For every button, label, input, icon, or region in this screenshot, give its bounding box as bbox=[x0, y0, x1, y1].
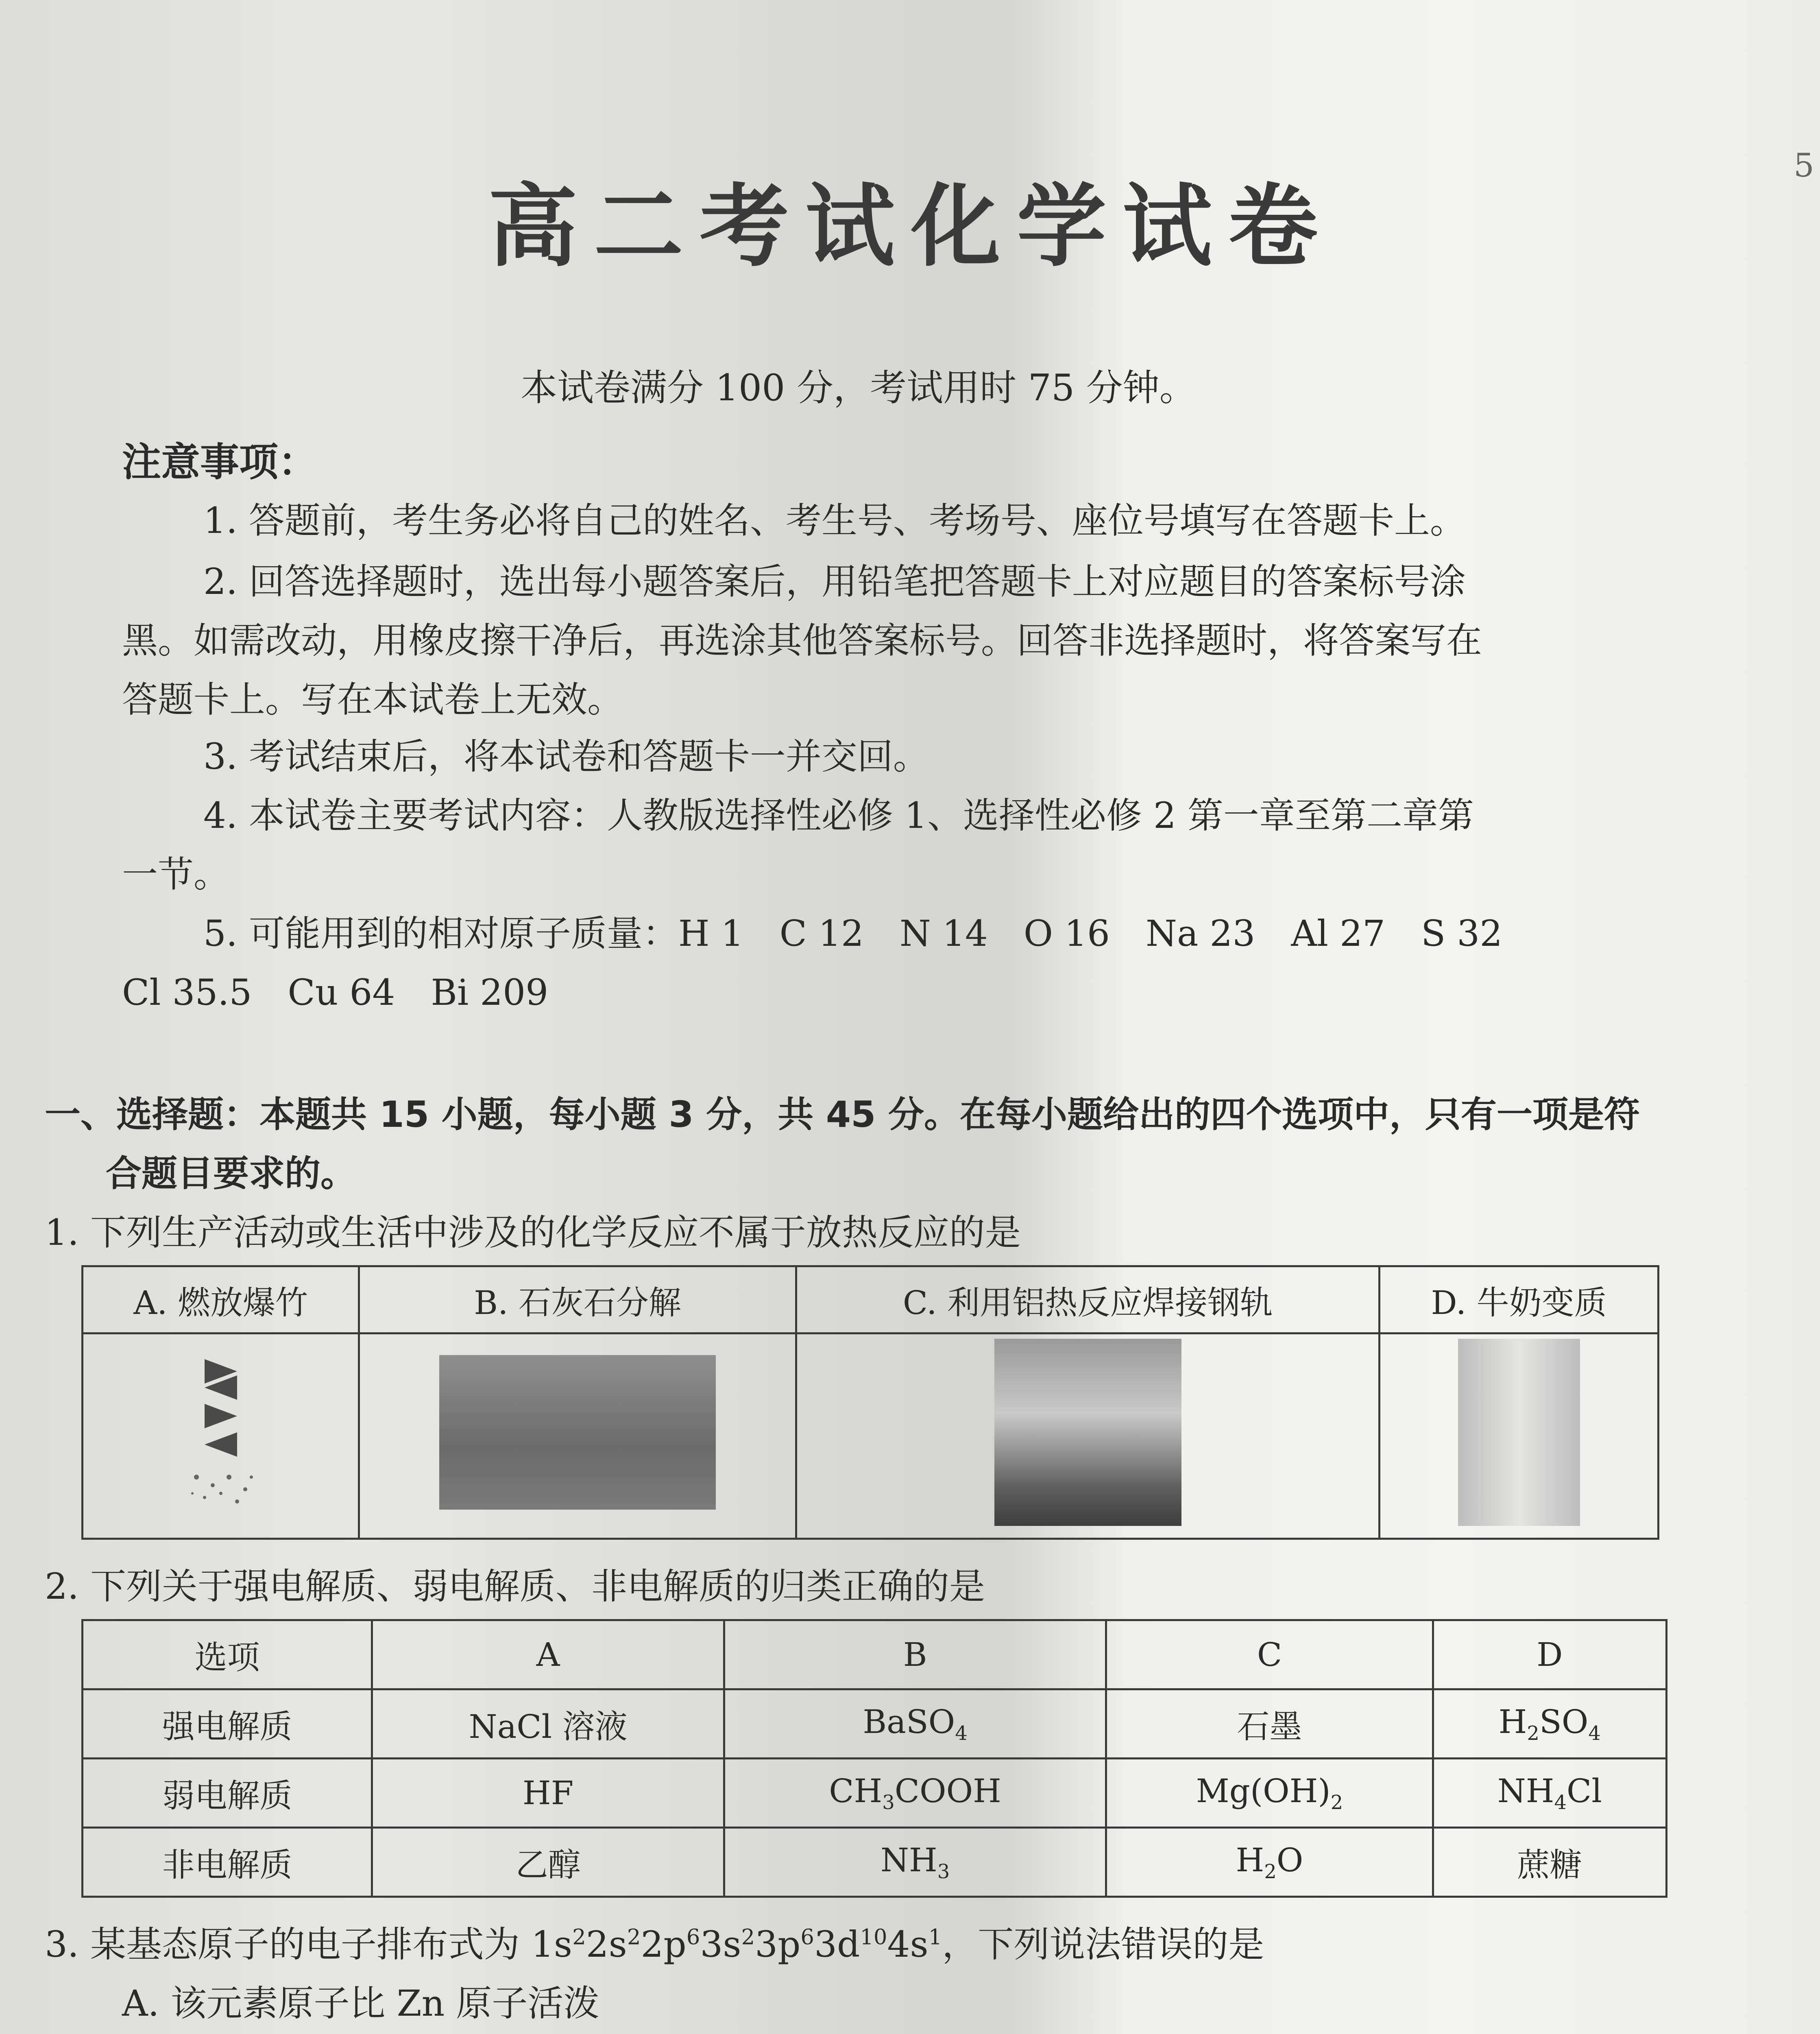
q2-header-a: A bbox=[372, 1620, 724, 1689]
question-2-stem: 2. 下列关于强电解质、弱电解质、非电解质的归类正确的是 bbox=[45, 1565, 985, 1607]
q2-weak-b: $CH_3COOH$ bbox=[724, 1759, 1106, 1828]
milk-image-cell bbox=[1380, 1333, 1659, 1539]
q1-option-d: D. 牛奶变质 bbox=[1380, 1266, 1659, 1333]
note-line-1: 1. 答题前，考生务必将自己的姓名、考生号、考场号、座位号填写在答题卡上。 bbox=[203, 500, 1466, 541]
corner-mark: 5 bbox=[1794, 146, 1814, 184]
q1-option-b: B. 石灰石分解 bbox=[359, 1266, 796, 1333]
q2-non-b: $NH_3$ bbox=[724, 1828, 1106, 1897]
q2-weak-c: $Mg(OH)_2$ bbox=[1106, 1759, 1433, 1828]
q2-non-a: 乙醇 bbox=[372, 1828, 724, 1897]
notes-heading: 注意事项： bbox=[122, 439, 317, 485]
lime-kiln-image bbox=[439, 1355, 716, 1510]
note-line-6: 4. 本试卷主要考试内容：人教版选择性必修 1、选择性必修 2 第一章至第二章第 bbox=[203, 794, 1474, 836]
note-line-4: 答题卡上。写在本试卷上无效。 bbox=[122, 679, 623, 720]
exam-intro: 本试卷满分 100 分，考试用时 75 分钟。 bbox=[521, 367, 1196, 409]
q3-option-a: A. 该元素原子比 Zn 原子活泼 bbox=[122, 1982, 599, 2024]
question-1-stem: 1. 下列生产活动或生活中涉及的化学反应不属于放热反应的是 bbox=[45, 1211, 1021, 1253]
q2-strong-c: 石墨 bbox=[1106, 1689, 1433, 1759]
lime-kiln-image-cell bbox=[359, 1333, 796, 1539]
q2-strong-d: $H_2SO_4$ bbox=[1433, 1689, 1666, 1759]
q2-strong-label: 强电解质 bbox=[83, 1689, 372, 1759]
firecracker-image-cell bbox=[83, 1333, 359, 1539]
electron-configuration: $1s^22s^22p^63s^23p^63d^{10}4s^1$ bbox=[531, 1923, 942, 1965]
q1-option-c: C. 利用铝热反应焊接钢轨 bbox=[796, 1266, 1379, 1333]
note-line-9: Cl 35.5 Cu 64 Bi 209 bbox=[122, 971, 549, 1013]
question-2-table bbox=[81, 1619, 1667, 1898]
firecracker-image bbox=[180, 1355, 262, 1510]
q2-header-d: D bbox=[1433, 1620, 1666, 1689]
note-line-8: 5. 可能用到的相对原子质量：H 1 C 12 N 14 O 16 Na 23 Al 27 S 32 bbox=[203, 912, 1503, 954]
note-line-7: 一节。 bbox=[122, 853, 230, 895]
q2-non-d: 蔗糖 bbox=[1433, 1828, 1666, 1897]
note-line-2: 2. 回答选择题时，选出每小题答案后，用铅笔把答题卡上对应题目的答案标号涂 bbox=[203, 561, 1466, 602]
q2-non-c: $H_2O$ bbox=[1106, 1828, 1433, 1897]
q2-header-option: 选项 bbox=[83, 1620, 372, 1689]
note-line-5: 3. 考试结束后，将本试卷和答题卡一并交回。 bbox=[203, 735, 929, 777]
question-1-table bbox=[81, 1265, 1659, 1540]
q2-header-b: B bbox=[724, 1620, 1106, 1689]
question-3-stem: 3. 某基态原子的电子排布式为 $1s^22s^22p^63s^23p^63d^{10}4s^1$，下列说法错误的是 bbox=[45, 1923, 1264, 1965]
q2-header-c: C bbox=[1106, 1620, 1433, 1689]
exam-title: 高二考试化学试卷 bbox=[488, 175, 1334, 279]
note-line-3: 黑。如需改动，用橡皮擦干净后，再选涂其他答案标号。回答非选择题时，将答案写在 bbox=[122, 620, 1482, 661]
q2-strong-b: BaSO$_4$ bbox=[724, 1689, 1106, 1759]
q1-option-a: A. 燃放爆竹 bbox=[83, 1266, 359, 1333]
thermite-welding-image bbox=[994, 1339, 1181, 1526]
q2-non-label: 非电解质 bbox=[83, 1828, 372, 1897]
q2-weak-a: HF bbox=[372, 1759, 724, 1828]
section-1-heading: 一、选择题：本题共 15 小题，每小题 3 分，共 45 分。在每小题给出的四个选项中，只有一项是符 bbox=[45, 1093, 1640, 1135]
milk-bottle-image bbox=[1458, 1339, 1580, 1526]
thermite-image-cell bbox=[796, 1333, 1379, 1539]
q2-weak-label: 弱电解质 bbox=[83, 1759, 372, 1828]
q2-weak-d: $NH_4Cl$ bbox=[1433, 1759, 1666, 1828]
q2-strong-a: NaCl 溶液 bbox=[372, 1689, 724, 1759]
section-1-heading-cont: 合题目要求的。 bbox=[106, 1152, 357, 1194]
